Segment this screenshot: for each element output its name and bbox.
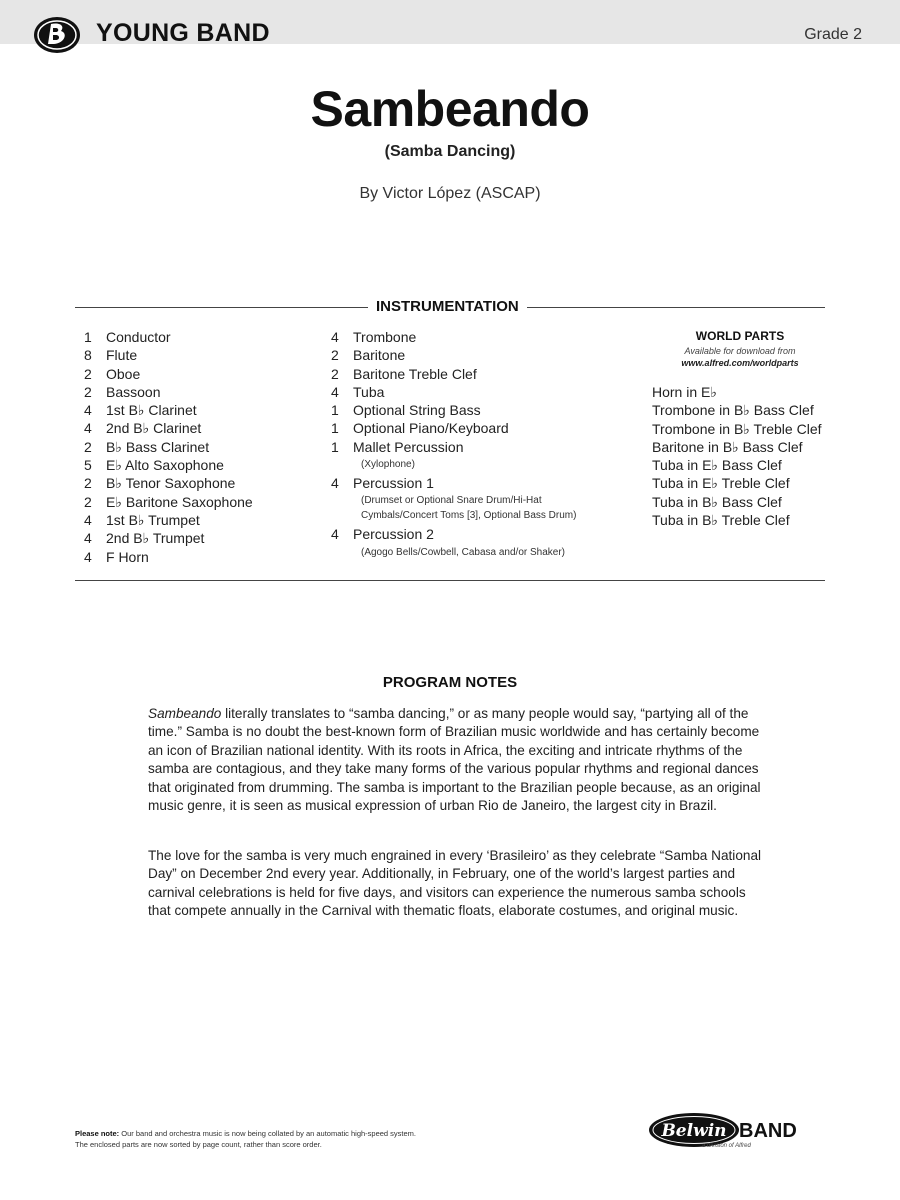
instrument-list-column-2 [331,328,611,562]
program-notes-heading: PROGRAM NOTES [382,674,518,691]
world-part-item: Horn in E♭ [652,384,717,400]
piece-title-italic: Sambeando [148,706,222,721]
instrument-item [84,474,253,492]
program-notes-paragraph-1 [148,705,763,815]
instrument-item [331,525,611,559]
instrument-item [331,365,611,383]
world-part-item: Tuba in B♭ Treble Clef [652,512,790,529]
instrument-quantity: 2 [84,438,92,455]
footnote-line-2: The enclosed parts are now sorted by page count, rather than score order. [75,1140,322,1149]
instrument-item [84,529,253,547]
instrument-item [84,493,253,511]
instrument-item [331,383,611,401]
grade-label: Grade 2 [804,26,862,43]
series-name: YOUNG BAND [96,19,270,47]
instrument-name: Conductor [106,329,171,345]
instrument-quantity: 4 [331,383,339,400]
instrument-name: Optional String Bass [353,402,481,419]
instrument-list-column-1 [84,328,253,566]
instrument-item [331,328,611,346]
world-parts-panel [650,329,830,529]
series-header-bar [0,0,900,47]
instrument-quantity: 4 [84,402,92,419]
world-parts-url[interactable]: www.alfred.com/worldparts [681,358,799,368]
instrument-item [84,419,253,437]
belwin-band-logo [648,1110,828,1154]
instrument-name: Oboe [106,365,141,382]
instrument-name: 1st B♭ Trumpet [106,511,200,528]
world-part-item: Baritone in B♭ Bass Clef [652,438,803,455]
instrument-name: Bassoon [106,383,161,400]
instrument-item [331,438,611,472]
instrument-quantity: 5 [84,457,92,474]
instrument-name: Tuba [353,383,385,400]
instrument-item [331,419,611,437]
collation-footnote [75,1128,416,1150]
instrument-name: 1st B♭ Clarinet [106,402,197,419]
world-parts-list [652,383,830,529]
instrument-note: (Drumset or Optional Snare Drum/Hi-Hat Cymbals/Concert Toms [3], Optional Bass Drum) [361,495,577,522]
instrument-quantity: 2 [84,365,92,382]
instrument-quantity: 4 [84,420,92,437]
instrument-item [84,365,253,383]
instrument-quantity: 4 [331,526,339,543]
world-part-item: Trombone in B♭ Treble Clef [652,420,822,437]
instrument-name: Flute [106,347,138,364]
instrument-quantity: 1 [84,329,92,345]
world-part-item: Tuba in E♭ Bass Clef [652,457,782,474]
instrument-name: B♭ Tenor Saxophone [106,475,236,492]
instrument-name: Trombone [353,329,417,345]
instrument-quantity: 8 [84,347,92,364]
instrument-name: Baritone Treble Clef [353,365,477,382]
world-parts-note: Available for download from [684,346,796,356]
instrument-name: Percussion 1 [353,475,434,492]
instrument-name: Optional Piano/Keyboard [353,420,509,437]
instrument-name: Mallet Percussion [353,438,464,455]
instrument-name: E♭ Alto Saxophone [106,457,224,474]
piece-subtitle: (Samba Dancing) [384,143,516,160]
footnote-label: Please note: [75,1129,120,1138]
instrument-item [84,383,253,401]
instrument-item [84,456,253,474]
belwin-band-word: BAND [739,1120,797,1142]
world-part-item: Trombone in B♭ Bass Clef [652,402,814,419]
young-band-logo [32,14,82,56]
instrument-quantity: 4 [331,329,339,345]
instrument-quantity: 2 [84,493,92,510]
world-part-item: Tuba in B♭ Bass Clef [652,493,782,510]
instrument-item [84,401,253,419]
instrument-quantity: 4 [84,530,92,547]
instrument-item [84,346,253,364]
belwin-division-note: a division of Alfred [702,1143,751,1149]
piece-title: Sambeando [310,81,590,137]
instrument-name: 2nd B♭ Trumpet [106,530,205,547]
instrument-quantity: 2 [331,347,339,364]
instrument-quantity: 1 [331,402,339,419]
composer-byline: By Victor López (ASCAP) [359,185,541,202]
program-notes-paragraph-2: The love for the samba is very much engrained in every ‘Brasileiro’ as they celebrate “Samba National Day” on December 2nd every year. Additionally, in February, one of the world’s largest parties and carnival celebrations is held for five days, and visitors can experience the numerous samba schools that compete annually in the Carnival with thematic floats, elaborate costumes, and original music. [148,848,762,919]
instrument-item [84,548,253,566]
instrument-quantity: 2 [84,383,92,400]
instrument-name: 2nd B♭ Clarinet [106,420,202,437]
instrument-item [331,346,611,364]
instrument-quantity: 4 [331,475,339,492]
footnote-line-1: Our band and orchestra music is now being collated by an automatic high-speed system. [119,1129,417,1138]
instrument-quantity: 2 [84,475,92,492]
instrument-item [331,474,611,523]
world-parts-title: WORLD PARTS [695,329,785,343]
instrument-quantity: 1 [331,420,339,437]
instrument-quantity: 4 [84,548,92,565]
instrument-item [84,511,253,529]
instrument-name: Baritone [353,347,406,364]
paragraph-1-text: literally translates to “samba dancing,” or as many people would say, “partying all of the time.” Samba is no doubt the best-known form of Brazilian music worldwide and has certainly become an icon of Brazilian national identity. With its roots in Africa, the exciting and intricate rhythms of the samba are contagious, and they take many forms of the various popular rhythms and regional dances that originated from drumming. The samba is important to the Brazilian people because, as an original music genre, it is seen as musical expression of urban Rio de Janeiro, the largest city in Brazil. [148,706,761,814]
instrument-quantity: 1 [331,438,339,455]
instrument-item [84,438,253,456]
instrument-note: (Agogo Bells/Cowbell, Cabasa and/or Shaker) [361,546,565,558]
instrument-quantity: 2 [331,365,339,382]
instrumentation-heading: INSTRUMENTATION [368,298,527,315]
instrument-name: B♭ Bass Clarinet [106,438,210,455]
instrument-name: E♭ Baritone Saxophone [106,493,253,510]
instrument-name: Percussion 2 [353,526,434,543]
instrument-name: F Horn [106,548,149,565]
svg-text:Belwin: Belwin [661,1121,727,1141]
instrument-note: (Xylophone) [361,459,415,471]
instrument-item [331,401,611,419]
instrument-item [84,328,253,346]
world-part-item: Tuba in E♭ Treble Clef [652,475,790,492]
instrumentation-bottom-rule [75,580,825,581]
instrument-quantity: 4 [84,511,92,528]
